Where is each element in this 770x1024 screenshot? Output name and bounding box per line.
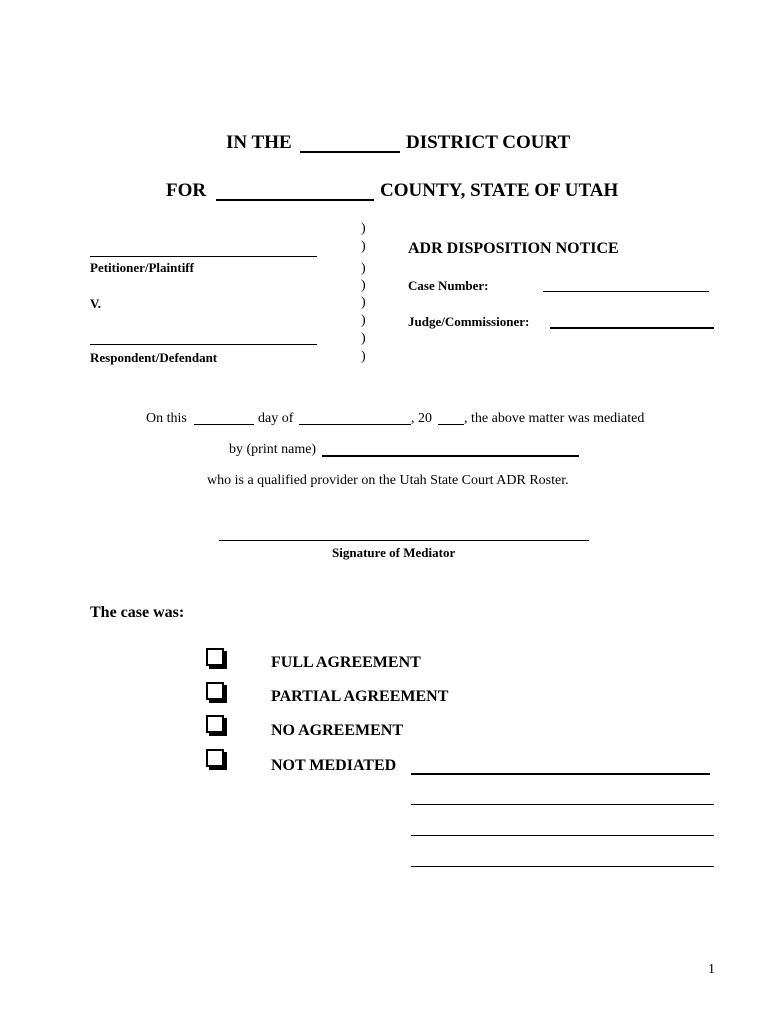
caption-paren: ) — [361, 313, 366, 328]
case-number-label: Case Number: — [408, 278, 489, 293]
signature-label: Signature of Mediator — [332, 545, 456, 560]
not-mediated-reason-line[interactable] — [411, 866, 714, 867]
day-of-text: day of — [258, 411, 294, 426]
caption-paren: ) — [361, 331, 366, 346]
full-agreement-label: FULL AGREEMENT — [271, 654, 421, 671]
judge-name-field[interactable] — [550, 327, 714, 329]
no-agreement-label: NO AGREEMENT — [271, 722, 404, 739]
county-name-field[interactable] — [216, 199, 374, 201]
caption-paren: ) — [361, 261, 366, 276]
not-mediated-reason-line[interactable] — [411, 804, 714, 805]
print-name-label: by (print name) — [229, 442, 317, 457]
no-agreement-checkbox[interactable] — [206, 715, 224, 733]
not-mediated-reason-field[interactable] — [411, 773, 710, 775]
not-mediated-checkbox[interactable] — [206, 749, 224, 767]
petitioner-name-field[interactable] — [90, 256, 317, 257]
court-name-field[interactable] — [300, 151, 400, 153]
mediated-text: , the above matter was mediated — [464, 411, 645, 426]
petitioner-label: Petitioner/Plaintiff — [90, 260, 194, 275]
page-number: 1 — [708, 962, 715, 977]
mediator-signature-field[interactable] — [219, 540, 589, 541]
respondent-name-field[interactable] — [90, 344, 317, 345]
county-prefix: FOR — [166, 180, 207, 201]
day-field[interactable] — [194, 424, 254, 425]
on-this-text: On this — [146, 411, 187, 426]
versus-label: V. — [90, 296, 101, 311]
year-prefix-text: , 20 — [411, 411, 432, 426]
qualified-provider-text: who is a qualified provider on the Utah State Court ADR Roster. — [207, 473, 569, 488]
full-agreement-checkbox[interactable] — [206, 648, 224, 666]
mediator-name-field[interactable] — [322, 455, 579, 457]
notice-title: ADR DISPOSITION NOTICE — [408, 240, 619, 257]
caption-paren: ) — [361, 221, 366, 236]
caption-paren: ) — [361, 278, 366, 293]
court-prefix: IN THE — [226, 132, 292, 153]
partial-agreement-checkbox[interactable] — [206, 682, 224, 700]
caption-paren: ) — [361, 239, 366, 254]
partial-agreement-label: PARTIAL AGREEMENT — [271, 688, 449, 705]
judge-label: Judge/Commissioner: — [408, 314, 530, 329]
caption-paren: ) — [361, 349, 366, 364]
year-field[interactable] — [438, 424, 464, 425]
not-mediated-reason-line[interactable] — [411, 835, 714, 836]
county-suffix: COUNTY, STATE OF UTAH — [380, 180, 619, 201]
month-field[interactable] — [299, 424, 411, 425]
not-mediated-label: NOT MEDIATED — [271, 757, 397, 774]
caption-paren: ) — [361, 295, 366, 310]
case-number-field[interactable] — [543, 291, 709, 292]
outcome-heading: The case was: — [90, 604, 185, 621]
court-suffix: DISTRICT COURT — [406, 132, 571, 153]
respondent-label: Respondent/Defendant — [90, 350, 218, 365]
